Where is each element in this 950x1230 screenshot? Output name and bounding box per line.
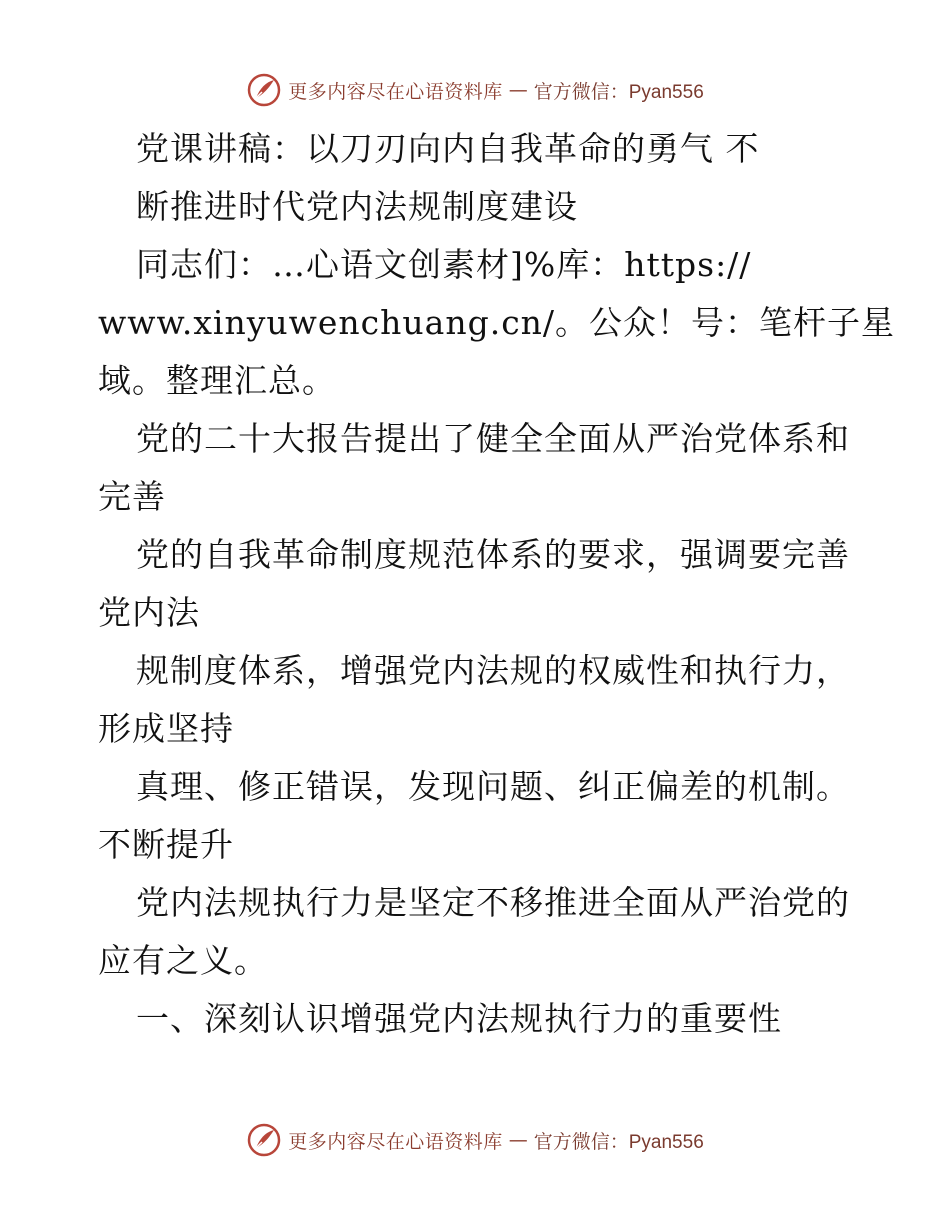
watermark-text: 更多内容尽在心语资料库 xyxy=(288,1130,503,1153)
paragraph-line: www.xinyuwenchuang.cn/。公众！号：笔杆子星 xyxy=(98,303,896,342)
section-heading: 一、深刻认识增强党内法规执行力的重要性 xyxy=(136,999,782,1038)
paragraph-line: 党的二十大报告提出了健全全面从严治党体系和 xyxy=(136,419,850,458)
watermark-separator: — xyxy=(508,79,528,101)
pen-feather-logo-icon xyxy=(246,72,282,108)
watermark-text: 更多内容尽在心语资料库 xyxy=(288,80,503,103)
paragraph-line: 党内法 xyxy=(98,593,200,632)
title-line-2: 断推进时代党内法规制度建设 xyxy=(136,187,578,226)
paragraph-line: 不断提升 xyxy=(98,825,234,864)
paragraph-line: 规制度体系，增强党内法规的权威性和执行力， xyxy=(136,651,850,690)
paragraph-line: 域。整理汇总。 xyxy=(98,361,336,400)
paragraph-line: 应有之义。 xyxy=(98,941,268,980)
title-line-1: 党课讲稿：以刀刃向内自我革命的勇气 不 xyxy=(136,129,760,168)
document-body xyxy=(98,120,896,1048)
watermark-wechat: 官方微信：Pyan556 xyxy=(533,1131,704,1153)
watermark-separator: — xyxy=(508,1129,528,1151)
pen-feather-logo-icon xyxy=(246,1122,282,1158)
paragraph-line: 形成坚持 xyxy=(98,709,234,748)
paragraph-line: 党的自我革命制度规范体系的要求，强调要完善 xyxy=(136,535,850,574)
footer-watermark xyxy=(0,1120,950,1160)
paragraph-line: 党内法规执行力是坚定不移推进全面从严治党的 xyxy=(136,883,850,922)
paragraph-line: 同志们：…心语文创素材]%库：https:// xyxy=(136,245,752,284)
paragraph-line: 真理、修正错误，发现问题、纠正偏差的机制。 xyxy=(136,767,850,806)
watermark-wechat: 官方微信：Pyan556 xyxy=(533,81,704,103)
paragraph-line: 完善 xyxy=(98,477,166,516)
header-watermark xyxy=(0,70,950,110)
